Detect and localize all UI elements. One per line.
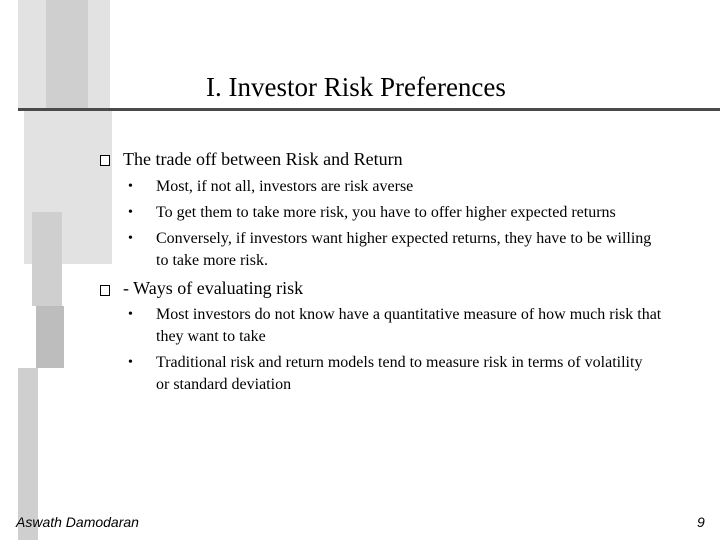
title-divider (18, 108, 720, 111)
page-number: 9 (697, 514, 705, 530)
list-item: Conversely, if investors want higher expected returns, they have to be willing to take more risk. (156, 230, 652, 269)
bullet-dot-icon: • (128, 231, 133, 246)
list-item: Most, if not all, investors are risk averse (156, 178, 414, 195)
slide-title: I. Investor Risk Preferences (206, 72, 506, 102)
bullet-dot-icon: • (128, 307, 133, 322)
list-item: To get them to take more risk, you have to offer higher expected returns (156, 204, 616, 221)
list-item: Most investors do not know have a quantitative measure of how much risk that they want to take (156, 306, 662, 345)
checkbox-bullet-icon (100, 285, 110, 296)
decorative-block (32, 212, 62, 306)
footer-author: Aswath Damodaran (16, 514, 139, 530)
section-heading: The trade off between Risk and Return (123, 149, 403, 169)
list-item: Traditional risk and return models tend to measure risk in terms of volatility or standard deviation (156, 354, 643, 393)
bullet-dot-icon: • (128, 205, 133, 220)
bullet-dot-icon: • (128, 179, 133, 194)
bullet-dot-icon: • (128, 355, 133, 370)
decorative-block (36, 306, 64, 368)
section-heading: - Ways of evaluating risk (123, 278, 304, 298)
checkbox-bullet-icon (100, 155, 110, 166)
